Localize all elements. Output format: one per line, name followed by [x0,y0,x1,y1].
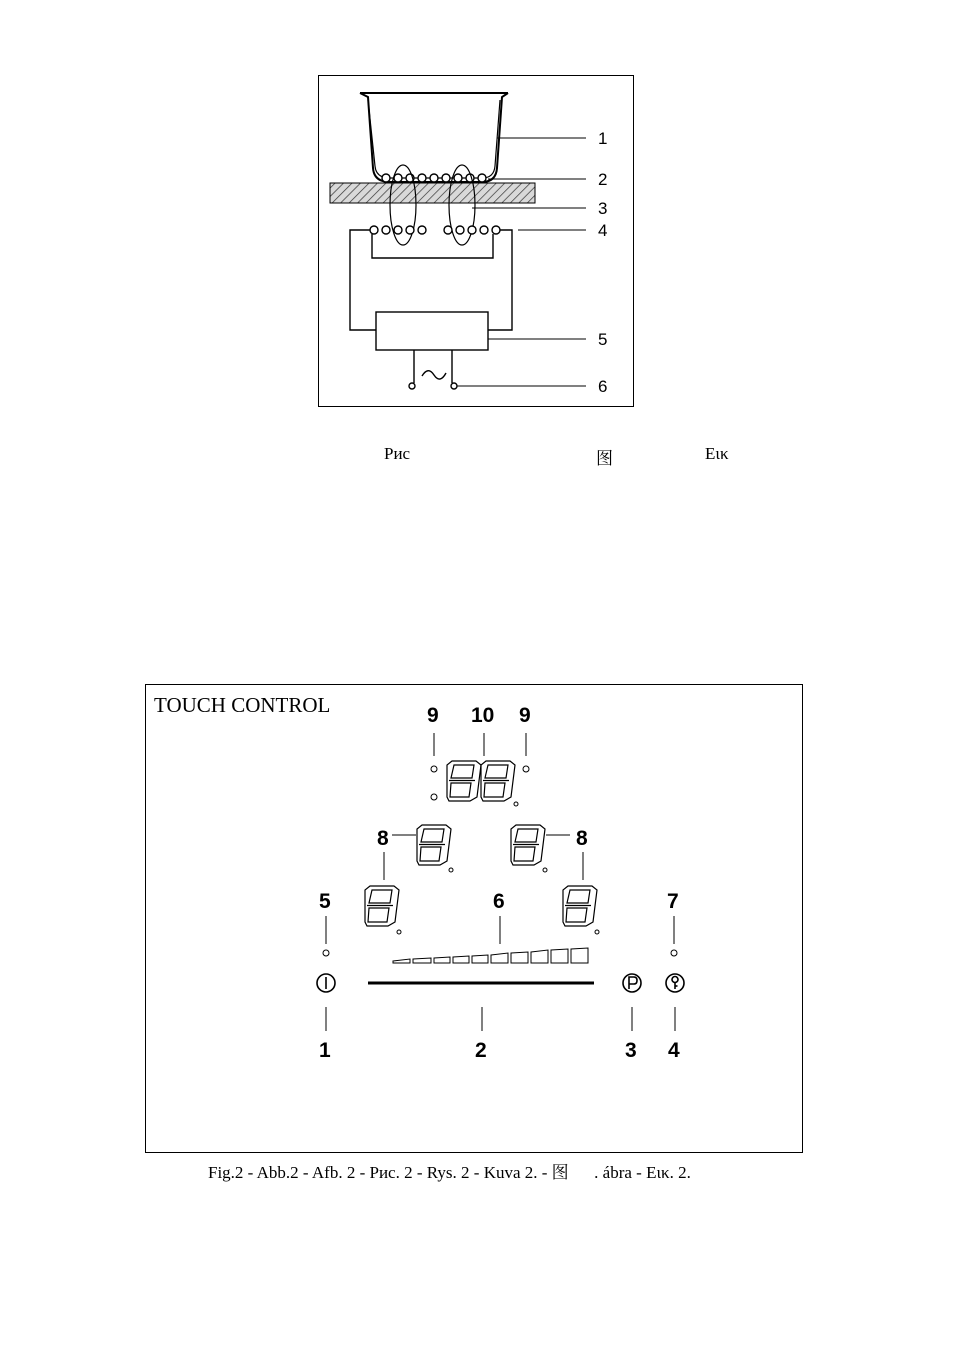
zone-dot-front-right [595,930,599,934]
power-level-bars [393,948,588,963]
callout-4: 4 [598,221,608,240]
figure-1-caption-ru: Рис [384,444,411,463]
pause-key-icon[interactable] [623,974,641,992]
label-8-right: 8 [576,827,588,850]
label-8-left: 8 [377,827,389,850]
label-5: 5 [319,890,331,913]
figure-1-caption-zh: 图 [596,449,613,468]
callout-5: 5 [598,330,608,349]
label-7: 7 [667,890,679,913]
touch-control-title: TOUCH CONTROL [154,693,331,717]
callout-1: 1 [598,129,608,148]
label-6: 6 [493,890,505,913]
zone-display-front-right [563,886,597,926]
callout-2: 2 [598,170,608,189]
label-2: 2 [475,1039,487,1062]
label-9-left: 9 [427,704,439,727]
zone-dot-rear-left [449,868,453,872]
key-lock-icon[interactable] [666,974,684,992]
figure-2-caption: Fig.2 - Abb.2 - Afb. 2 - Рис. 2 - Rys. 2 - Kuva 2. - 图 . ábra - Εικ. 2. [208,1163,691,1182]
led-7 [671,950,677,956]
power-key-icon[interactable] [317,974,335,992]
label-9-right: 9 [519,704,531,727]
zone-display-front-left [365,886,399,926]
zone-display-rear-right [511,825,545,865]
label-1: 1 [319,1039,331,1062]
led-5 [323,950,329,956]
callout-3: 3 [598,199,608,218]
label-3: 3 [625,1039,637,1062]
timer-display [447,761,515,801]
callout-6: 6 [598,377,608,396]
label-10: 10 [471,704,495,727]
zone-dot-front-left [397,930,401,934]
zone-dot-rear-right [543,868,547,872]
label-4: 4 [668,1039,680,1062]
zone-display-rear-left [417,825,451,865]
figure-1-caption-el: Εικ [705,444,729,463]
